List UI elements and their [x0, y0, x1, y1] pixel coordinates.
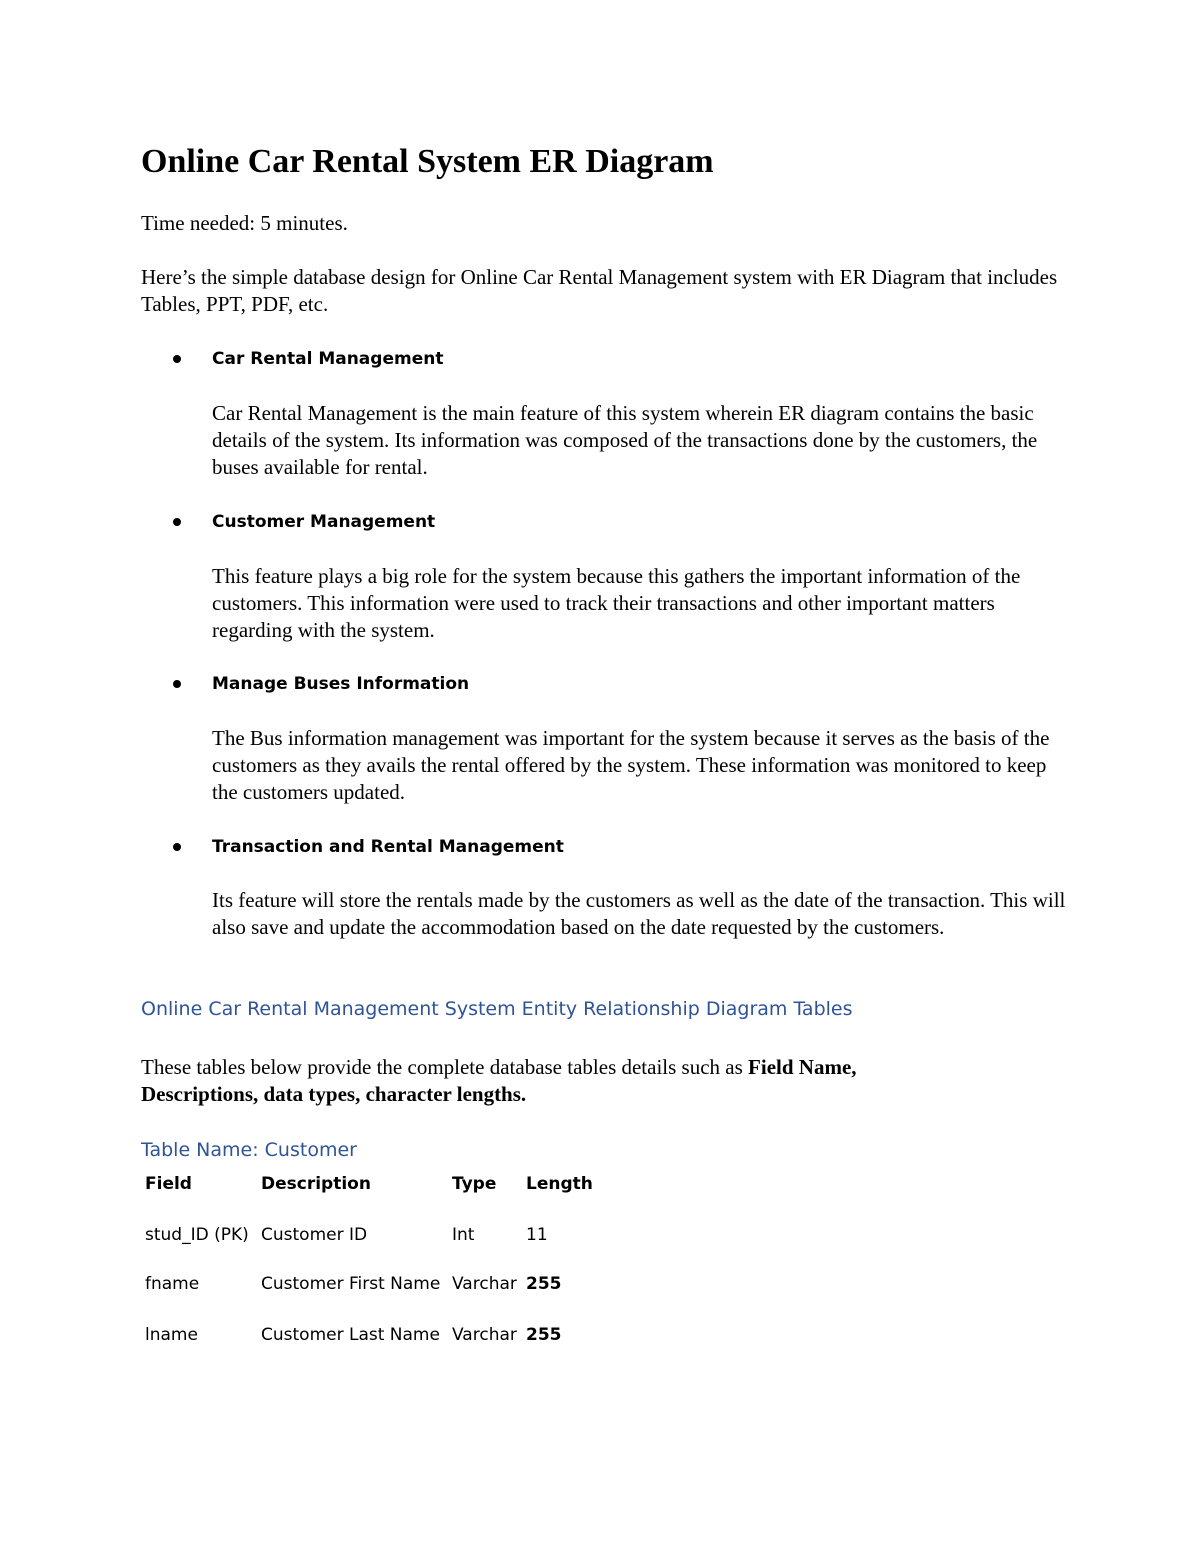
table-cell-type: Varchar	[452, 1325, 517, 1345]
table-cell-field: stud_ID (PK)	[145, 1225, 249, 1245]
table-cell-field: lname	[145, 1325, 198, 1345]
tables-intro-paragraph	[141, 1054, 901, 1108]
column-header-field: Field	[145, 1174, 192, 1194]
column-header-length: Length	[526, 1174, 593, 1194]
table-name-heading: Table Name: Customer	[141, 1139, 357, 1161]
feature-heading-customer: Customer Management	[212, 512, 436, 532]
table-cell-type: Varchar	[452, 1274, 517, 1294]
time-needed-text: Time needed: 5 minutes.	[141, 211, 348, 235]
bullet-icon	[173, 680, 181, 688]
table-cell-length: 255	[526, 1325, 562, 1345]
table-cell-type: Int	[452, 1225, 475, 1245]
tables-section-heading: Online Car Rental Management System Entity Relationship Diagram Tables	[141, 998, 853, 1020]
feature-heading-buses: Manage Buses Information	[212, 674, 470, 694]
table-cell-description: Customer First Name	[261, 1274, 441, 1294]
intro-paragraph: Here’s the simple database design for Online Car Rental Management system with ER Diagram that includes Tables, PPT, PDF, etc.	[141, 265, 1058, 316]
table-cell-field: fname	[145, 1274, 200, 1294]
document-title: Online Car Rental System ER Diagram	[141, 143, 714, 180]
table-cell-length: 255	[526, 1274, 562, 1294]
feature-body-car-rental: Car Rental Management is the main feature of this system wherein ER diagram contains the basic details of the system. Its information was composed of the transactions done by the customers, the buses available for rental.	[212, 401, 1038, 479]
column-header-description: Description	[261, 1174, 371, 1194]
feature-heading-transaction: Transaction and Rental Management	[212, 837, 564, 857]
tables-intro-bold: Field Name, Descriptions, data types, character lengths.	[141, 1055, 857, 1106]
tables-intro-plain: These tables below provide the complete database tables details such as	[141, 1055, 749, 1079]
table-cell-description: Customer ID	[261, 1225, 368, 1245]
feature-body-buses: The Bus information management was important for the system because it serves as the basis of the customers as they avails the rental offered by the system. These information was monitored to keep the customers updated.	[212, 726, 1050, 804]
feature-body-customer: This feature plays a big role for the system because this gathers the important information of the customers. This information were used to track their transactions and other important matters regarding with the system.	[212, 564, 1021, 642]
column-header-type: Type	[452, 1174, 497, 1194]
table-cell-description: Customer Last Name	[261, 1325, 440, 1345]
bullet-icon	[173, 843, 181, 851]
feature-body-transaction: Its feature will store the rentals made by the customers as well as the date of the transaction. This will also save and update the accommodation based on the date requested by the customers.	[212, 888, 1066, 939]
bullet-icon	[173, 518, 181, 526]
feature-heading-car-rental: Car Rental Management	[212, 349, 444, 369]
table-cell-length: 11	[526, 1225, 548, 1245]
bullet-icon	[173, 355, 181, 363]
